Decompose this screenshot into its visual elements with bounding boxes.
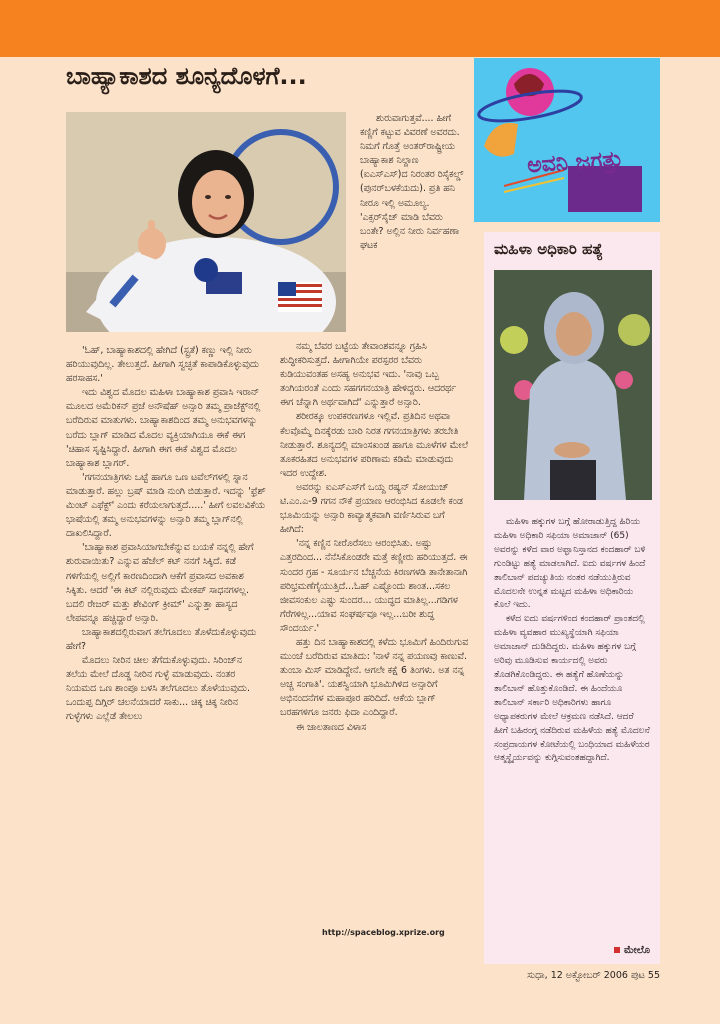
sidebar-title: ಮಹಿಳಾ ಅಧಿಕಾರಿ ಹತ್ಯೆ [494,240,604,258]
article-quote: 'ನನ್ನ ಕಣ್ಣಿನ ನೀರೊರೆಸಲು ಆರಂಭಿಸಿತು. ಅಷ್ಟು ಎತ್ತರದಿಂದ... ನೆನೆಸಿಕೊಂಡರೇ ಮತ್ತೆ ಕಣ್ಣೀರು ಹರಿಯುತ್ತದೆ. ಈ ಸುಂದರ ಗ್ರಹ - ಸೂರ್ಯನ ಬೆಚ್ಚನೆಯ ಕಿರಣಗಳಡಿ ತಾನೇ‌ತಾನಾಗಿ ಪರಿಭ್ರಮಣೆಗೈಯುತ್ತಿದೆ...ಓಹ್ ಎಷ್ಟೊಂದು ಶಾಂತ...ಸಕಲ ಜೀವಸಂಕುಲ ಎಷ್ಟು ಸುಂದರ... ಯುದ್ಧದ ಮಾತಿಲ್ಲ...ಗಡಿಗಳ ಗೆರೆಗಳಿಲ್ಲ...ಯಾವ ಸಂಘರ್ಷವೂ ಇಲ್ಲ...ಬರೀ ಶುದ್ಧ ಸೌಂದರ್ಯ.' [280,538,468,634]
article-paragraph: ಮೊದಲು ನೀರಿನ ಚೀಲ ತೆಗೆದುಕೊಳ್ಳುವುದು. ಸಿರಿಂಜ್‌ನ ತಲೆಯ ಮೇಲೆ ದೊಡ್ಡ ನೀರಿನ ಗುಳ್ಳೆ ಮಾಡುವುದು. ನಂತರ ನಿಯಮದ ಒಣ ಶಾಂಪೂ ಬಳಸಿ ತಲೆಗೂದಲು ತೊಳೆಯುವುದು. ಒಂದುಪ್ಪ ದಿಗ್ಗಿರ್ ಚಲನೆಯಾದರೆ ಸಾಕು... ಚಿಕ್ಕ ಚಿಕ್ಕ ನೀರಿನ ಗುಳ್ಳೆಗಳು ಎಲ್ಲೆಡೆ ತೇಲಲು [66,655,250,723]
top-bar [0,0,720,57]
article-paragraph: 'ಗಗನಯಾತ್ರಿಗಳು ಒಟ್ಟೆ ಹಾಗೂ ಒಣ ಟವೆಲ್‌ಗಳಲ್ಲಿ ಸ್ನಾನ ಮಾಡುತ್ತಾರೆ. ಹಲ್ಲು ಬ್ರಷ್ ಮಾಡಿ ನುಂಗಿ ಬಿಡುತ್ತಾರೆ. ಇದನ್ನು 'ಫ್ರೆಶ್ ಮಿಂಟ್ ಎಫೆಕ್ಟ್' ಎಂದು ಕರೆಯಲಾಗುತ್ತದೆ.....' ಹೀಗೆ ಲವಲವಿಕೆಯ ಭಾಷೆಯಲ್ಲಿ ತಮ್ಮ ಅನುಭವಗಳನ್ನು ಅನ್ಸಾರಿ ತಮ್ಮ ಬ್ಲಾಗ್‌ನಲ್ಲಿ ದಾಖಲಿಸಿದ್ದಾರೆ. [66,471,266,540]
sidebar-box [484,232,660,964]
woman-photo [494,270,652,500]
article-paragraph: ಶರೀರಕ್ಕೂ ಉಪಕರಣಗಳೂ ಇಲ್ಲಿವೆ. ಪ್ರತಿದಿನ ಅಥವಾ ಕೆಲವೊಮ್ಮೆ ದಿನಕ್ಕೆರಡು ಬಾರಿ ನಿರತ ಗಗನಯಾತ್ರಿಗಳು ತರಬೇತಿ ನೀಡುತ್ತಾರೆ. ಶೂನ್ಯದಲ್ಲಿ ಮಾಂಸಖಂಡ ಹಾಗೂ ಮೂಳೆಗಳ ಮೇಲೆ ತೂಕರಹಿತದ ಅನುಭವಗಳ ಪರಿಣಾಮ ಕಡಿಮೆ ಮಾಡುವುದು ಇದರ ಉದ್ದೇಶ. [280,411,469,479]
article-paragraph: 'ಬಾಹ್ಯಾಕಾಶ ಪ್ರವಾಸಿಯಾಗಬೇಕೆನ್ನುವ ಬಯಕೆ ನನ್ನಲ್ಲಿ ಹೇಗೆ ಶುರುವಾಯಿತು? ಎನ್ನುವ ಹೆಜೆಲ್ ಕಟ್ ನನಗೆ ಸಿಕ್ಕಿದೆ. ಕಡೆ ಗಳಿಗೆಯಲ್ಲಿ ಅಲ್ಲಿಗೆ ಕಾರಣದಿಂದಾಗಿ ಆಕೆಗೆ ಪ್ರವಾಸದ ಅವಕಾಶ ಸಿಕ್ಕಿತು. ಆದರೆ 'ಈ ಕಿಟ್ ನಲ್ಲಿರುವುದು ಮೇಕಪ್ ಸಾಧನಗಳಲ್ಲ. ಬದಲಿ ರೇಜರ್ ಮತ್ತು ಶೇವಿಂಗ್ ಕ್ರೀಮ್' ಎನ್ನುತ್ತಾ ಹಾಸ್ಯದ ಲೇಪವನ್ನೂ ಹಚ್ಚಿದ್ದಾರೆ ಅನ್ಸಾರಿ. [66,542,254,624]
article-middle-column [280,112,470,253]
blog-url[interactable]: http://spaceblog.xprize.org [322,928,445,937]
article-paragraph: ಹತ್ತು ದಿನ ಬಾಹ್ಯಾಕಾಶದಲ್ಲಿ ಕಳೆದು ಭೂಮಿಗೆ ಹಿಂದಿರುಗುವ ಮುಂಚೆ ಬರೆದಿರುವ ಮಾತಿದು: 'ನಾಳೆ ನನ್ನ ಪಯಣವು ಕಾಣುವೆ. ತುಂಬಾ ಮಿಸ್ ಮಾಡಿದ್ದೇನೆ. ಆಗಲೇ ಕಕ್ಷೆ 6 ತಿಂಗಳು. ಅತ ನನ್ನ ಅಚ್ಚ ಸಂಗಾತಿ'. ಯಶಸ್ವಿಯಾಗಿ ಭೂಮಿಗಿಳಿದ ಅನ್ಸಾರಿಗೆ ಅಭಿನಂದನೆಗಳ ಮಹಾಪೂರ ಹರಿದಿದೆ. ಆಕೆಯ ಬ್ಲಾಗ್ ಬರಹಗಳಿಗೂ ಜನರು ಫಿದಾ ಎಂದಿದ್ದಾರೆ. [280,636,469,719]
article-paragraph: ಈ ಜಾಲತಾಣದ ವಿಳಾಸ [296,721,367,733]
article-paragraph: ನಮ್ಮ ಬೆವರ ಬಟ್ಟೆಯ ತೇವಾಂಶವನ್ನೂ ಗ್ರಹಿಸಿ ಶುದ್ಧೀಕರಿಸುತ್ತದೆ. ಹೀಗಾಗಿಯೇ ಪರಸ್ಪರರ ಬೆವರು ಕುಡಿಯುವಂತಹ ಅಸಹ್ಯ ಅನುಭವ ಇದು. 'ನಾವು ಒಬ್ಬ ತಂಗಿಯರಂತೆ ಎಂದು ಸಹಗಗನಯಾತ್ರಿ ಹೇಳಿದ್ದರು. ಆದರರ್ಥ ಈಗ ಚೆನ್ನಾಗಿ ಅರ್ಥವಾಗಿದೆ' ಎನ್ನುತ್ತಾರೆ ಅನ್ಸಾರಿ. [280,341,457,409]
page-footer: ಸುಧಾ, 12 ಅಕ್ಟೋಬರ್ 2006 ಪುಟ 55 [527,970,660,981]
sidebar-text [494,516,650,766]
article-subheading: ಬಾಹ್ಯಾಕಾಶದಲ್ಲಿರುವಾಗ ತಲೆಗೂದಲು ತೊಳೆದುಕೊಳ್ಳುವುದು ಹೇಗೆ? [66,626,257,652]
sidebar-paragraph: ಮಹಿಳಾ ಹಕ್ಕುಗಳ ಬಗ್ಗೆ ಹೋರಾಡುತ್ತಿದ್ದ ಹಿರಿಯ ಮಹಿಳಾ ಅಧಿಕಾರಿ ಸಫಿಯಾ ಅಮಾಜಾನ್ (65) ಅವರನ್ನು ಕಳೆದ ವಾರ ಅಫ್ಘಾನಿಸ್ತಾನದ ಕಂದಹಾರ್ ಬಳಿ ಗುಂಡಿಟ್ಟು ಹತ್ಯೆ ಮಾಡಲಾಗಿದೆ. ಐದು ವರ್ಷಗಳ ಹಿಂದೆ ತಾಲಿಬಾನ್ ಪದಚ್ಯುತಿಯ ನಂತರ ನಡೆಯುತ್ತಿರುವ ಮೊದಲನೇ ಉನ್ನತ ಮಟ್ಟದ ಮಹಿಳಾ ಅಧಿಕಾರಿಯ ಕೊಲೆ ಇದು. [494,517,646,611]
article-paragraph: ಶುರುವಾಗುತ್ತವೆ.... ಹೀಗೆ ಕಣ್ಣಿಗೆ ಕಟ್ಟುವ ವಿವರಣೆ ಅವರದು. ನಿಮಗೆ ಗೊತ್ತೆ ಅಂತರ್‌ರಾಷ್ಟ್ರೀಯ ಬಾಹ್ಯಾಕಾಶ ನಿಲ್ದಾಣ (ಐಎಸ್‌ಎಸ್)ದ ನಿರಂತರ ರಿಸೈಕಲ್ಡ್ (ಪುನರ್‌ಬಳಕೆಯದು). ಪ್ರತಿ ಹನಿ ನೀರೂ ಇಲ್ಲಿ ಅಮೂಲ್ಯ. 'ಎಕ್ಸರ್‌ಸೈಜ್ ಮಾಡಿ ಬೆವರು ಬಂತೇ? ಅಲ್ಲಿನ ನೀರು ನಿರ್ವಹಣಾ ಘಟಕ [360,113,464,251]
article-paragraph: ಅವರನ್ನು ಐಎಸ್‌ಎಸ್‌ಗೆ ಒಯ್ದ ರಷ್ಯನ್ ಸೋಯುಜ್ ಟಿ.ಎಂ.ಎ-9 ಗಗನ ನೌಕೆ ಪ್ರಯಾಣ ಆರಂಭಿಸಿದ ಕೂಡಲೇ ಕಂಡ ಭೂಮಿಯನ್ನು ಅನ್ಸಾರಿ ಕಾವ್ಯಾತ್ಮಕವಾಗಿ ವರ್ಣಿಸಿರುವ ಬಗೆ ಹೀಗಿದೆ: [280,481,463,536]
woman-illustration [494,270,652,500]
article-left-column [66,344,266,725]
sidebar-author: ಮೇಲೊ [614,945,650,956]
article-middle-column-lower [280,340,470,735]
article-title: ಬಾಹ್ಯಾಕಾಶದ ಶೂನ್ಯದೊಳಗೆ... [66,62,307,90]
article-paragraph: ಇದು ವಿಶ್ವದ ಮೊದಲ ಮಹಿಳಾ ಬಾಹ್ಯಾಕಾಶ ಪ್ರವಾಸಿ ಇರಾನ್ ಮೂಲದ ಅಮೆರಿಕನ್ ಪ್ರಜೆ ಅನೌಷೆಹ್ ಅನ್ಸಾರಿ ತಮ್ಮ ಪ್ರಾಜೆಕ್ಟ್‌ನಲ್ಲಿ ಬರೆದಿರುವ ಮಾತುಗಳು. ಬಾಹ್ಯಾಕಾಶದಿಂದ ತಮ್ಮ ಅನುಭವಗಳನ್ನು ಬರೆದು ಬ್ಲಾಗ್ ಮಾಡಿದ ಮೊದಲ ವ್ಯಕ್ತಿಯಾಗಿಯೂ ಈಕೆ ಈಗ 'ಚಿಹಾಸ ಸೃಷ್ಟಿಸಿದ್ದಾರೆ. ಹೀಗಾಗಿ ಈಗ ಈಕೆ ವಿಶ್ವದ ಮೊದಲ ಬಾಹ್ಯಾಕಾಶ ಬ್ಲಾಗರ್. [66,387,261,469]
section-logo-text: ಅವನಿ ಜಗತ್ತು [526,146,624,179]
sidebar-paragraph: ಕಳೆದ ಐದು ವರ್ಷಗಳಿಂದ ಕಂದಹಾರ್ ಪ್ರಾಂತದಲ್ಲಿ ಮಹಿಳಾ ವ್ಯವಹಾರ ಮುಖ್ಯಸ್ಥೆಯಾಗಿ ಸಫಿಯಾ ಅಮಾಜಾನ್ ದುಡಿದಿದ್ದರು. ಮಹಿಳಾ ಹಕ್ಕುಗಳ ಬಗ್ಗೆ ಅರಿವು ಮೂಡಿಸುವ ಕಾರ್ಯದಲ್ಲಿ ಅವರು ತೊಡಗಿಕೊಂಡಿದ್ದರು. ಈ ಹತ್ಯೆಗೆ ಹೊಣೆಯನ್ನು ತಾಲಿಬಾನ್ ಹೊತ್ತುಕೊಂಡಿದೆ. ಈ ಹಿಂದೆಯೂ ತಾಲಿಬಾನ್ ಸರ್ಕಾರಿ ಅಧಿಕಾರಿಗಳು ಹಾಗೂ ಅಧ್ಯಾಪಕರುಗಳ ಮೇಲೆ ಆಕ್ರಮಣ ನಡೆಸಿದೆ. ಆದರೆ ಹೀಗೆ ಬಹಿರಂಗ್ಗ ನಡೆದಿರುವ ಮಹಿಳೆಯ ಹತ್ಯೆ ಮೊದಲನೆ ಸಂಪ್ರದಾಯಗಳ ಕೋಟೆಯಲ್ಲಿ ಬಂಧಿಯಾದ ಮಹಿಳೆಯರ ಆತ್ಮಸ್ಥೈರ್ಯವನ್ನು ಕುಗ್ಗಿಸುವಂತಹದ್ದಾಗಿದೆ. [494,614,650,764]
article-paragraph: 'ಓಹ್, ಬಾಹ್ಯಾಕಾಶದಲ್ಲಿ ಹೇಗಿದೆ (ಸ್ಟ್ರತೆ) ಕಣ್ಣು ಇಲ್ಲಿ ನೀರು ಹರಿಯುವುದಿಲ್ಲ. ತೇಲುತ್ತದೆ. ಹೀಗಾಗಿ ಸ್ವಚ್ಛತೆ ಕಾಪಾಡಿಕೊಳ್ಳುವುದು ಹರಸಾಹಸ.' [66,345,259,385]
section-logo [474,58,660,222]
globe-hand-icon [474,58,660,222]
